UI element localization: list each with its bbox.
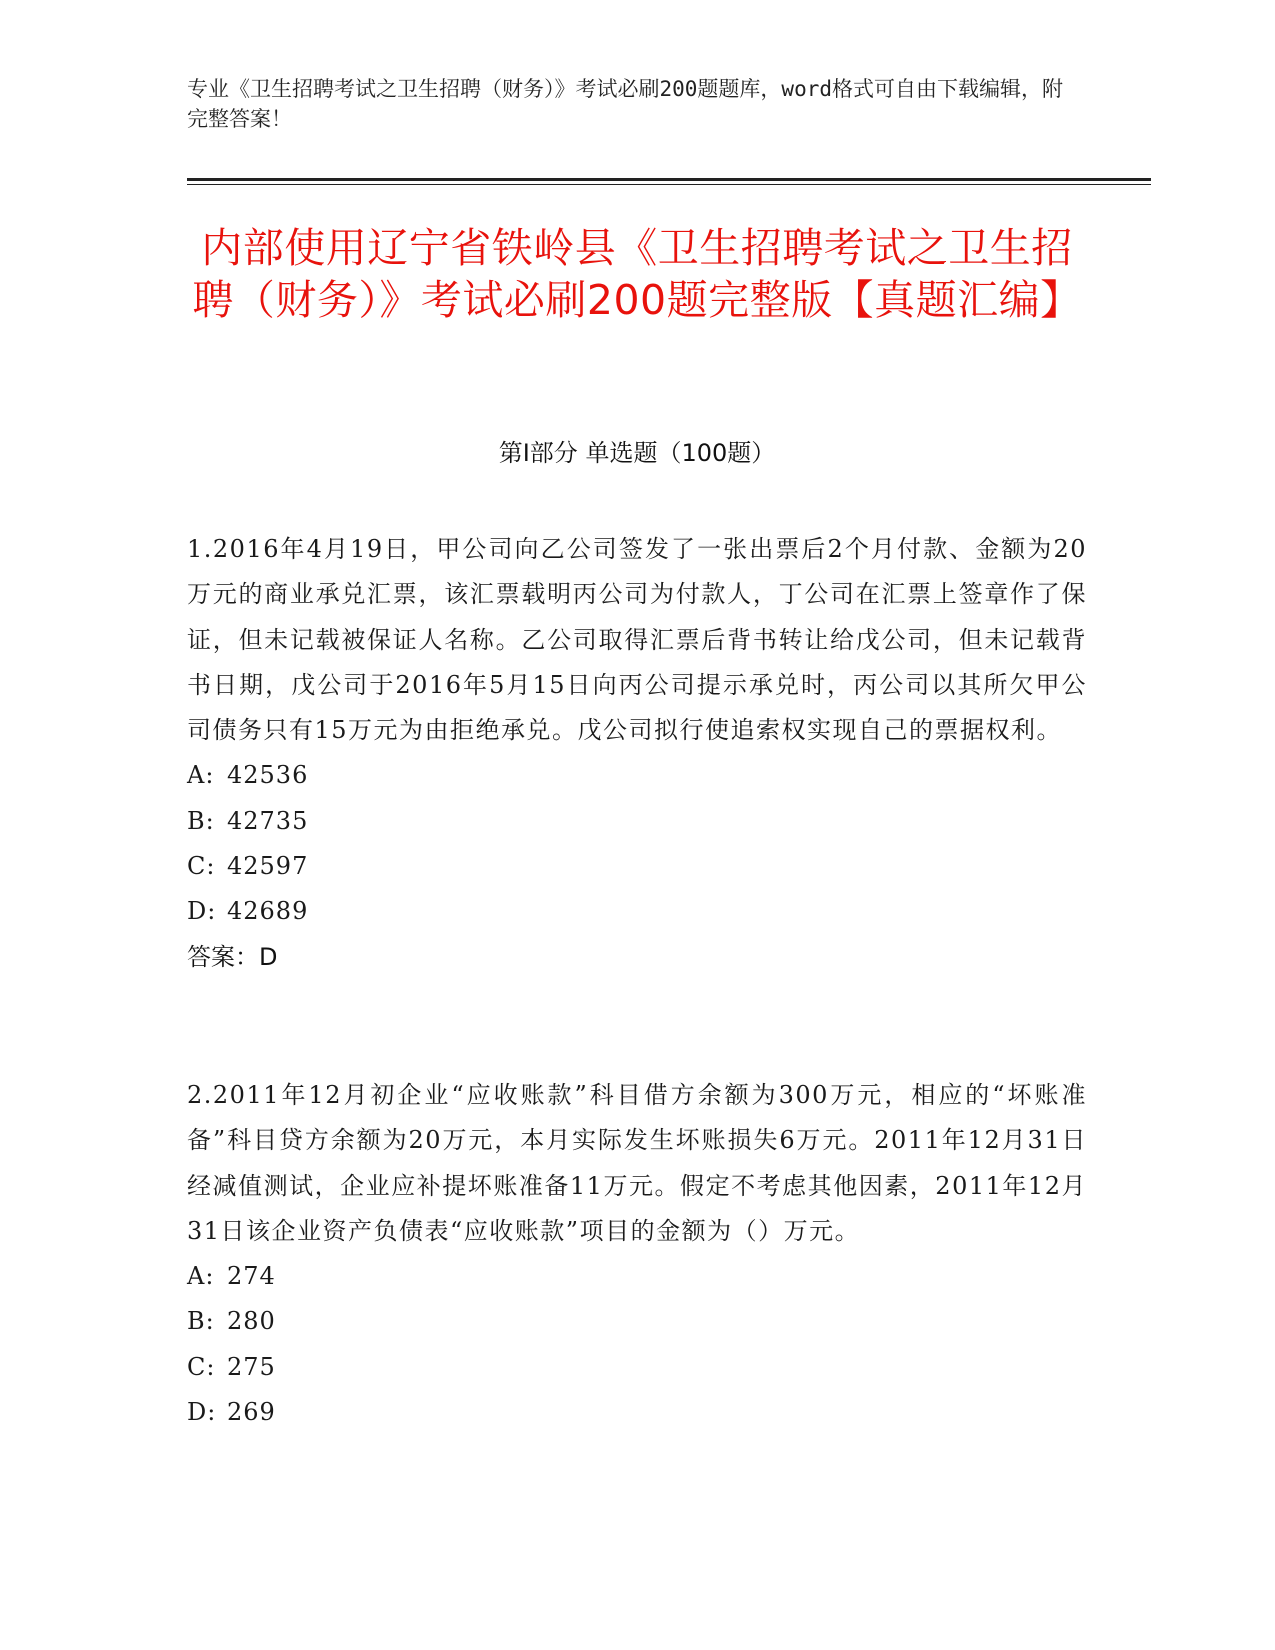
option-c: [187, 844, 1087, 889]
option-value: 269: [227, 1398, 276, 1427]
option-label: B:: [187, 1307, 215, 1336]
option-label: C:: [187, 1352, 216, 1381]
option-value: 274: [227, 1262, 276, 1291]
option-label: A:: [187, 1262, 215, 1291]
header-divider-thin: [187, 184, 1151, 185]
option-b: [187, 799, 1087, 844]
option-value: 275: [227, 1352, 276, 1381]
option-d: [187, 1390, 1087, 1435]
option-a: [187, 753, 1087, 798]
option-label: C:: [187, 852, 216, 881]
header-divider-thick: [187, 178, 1151, 181]
option-value: 42536: [227, 761, 309, 790]
section-heading: 第Ⅰ部分 单选题（100题）: [498, 439, 776, 467]
option-label: D:: [187, 897, 217, 926]
option-b: [187, 1299, 1087, 1344]
option-d: [187, 889, 1087, 934]
question-1: [187, 527, 1087, 980]
option-value: 42597: [227, 852, 309, 881]
answer: 答案：D: [187, 942, 278, 971]
option-a: [187, 1254, 1087, 1299]
option-label: B:: [187, 806, 215, 835]
option-value: 42735: [227, 806, 309, 835]
option-value: 280: [227, 1307, 276, 1336]
option-label: A:: [187, 761, 215, 790]
header-note: 专业《卫生招聘考试之卫生招聘（财务）》考试必刷200题题库，word格式可自由下载编辑，附完整答案！: [187, 77, 1063, 131]
document-title: 内部使用辽宁省铁岭县《卫生招聘考试之卫生招聘（财务）》考试必刷200题完整版【真题汇编】: [192, 224, 1082, 324]
question-2: [187, 1073, 1087, 1435]
question-text: 1.2016年4月19日，甲公司向乙公司签发了一张出票后2个月付款、金额为20万元的商业承兑汇票，该汇票载明丙公司为付款人，丁公司在汇票上签章作了保证，但未记载被保证人名称。乙公司取得汇票后背书转让给戊公司，但未记载背书日期，戊公司于2016年5月15日向丙公司提示承兑时，丙公司以其所欠甲公司债务只有15万元为由拒绝承兑。戊公司拟行使追索权实现自己的票据权利。: [187, 535, 1087, 745]
question-text: 2.2011年12月初企业“应收账款”科目借方余额为300万元，相应的“坏账准备”科目贷方余额为20万元，本月实际发生坏账损失6万元。2011年12月31日经减值测试，企业应补提坏账准备11万元。假定不考虑其他因素，2011年12月31日该企业资产负债表“应收账款”项目的金额为（）万元。: [187, 1081, 1087, 1245]
option-value: 42689: [227, 897, 309, 926]
option-label: D:: [187, 1398, 217, 1427]
option-c: [187, 1345, 1087, 1390]
